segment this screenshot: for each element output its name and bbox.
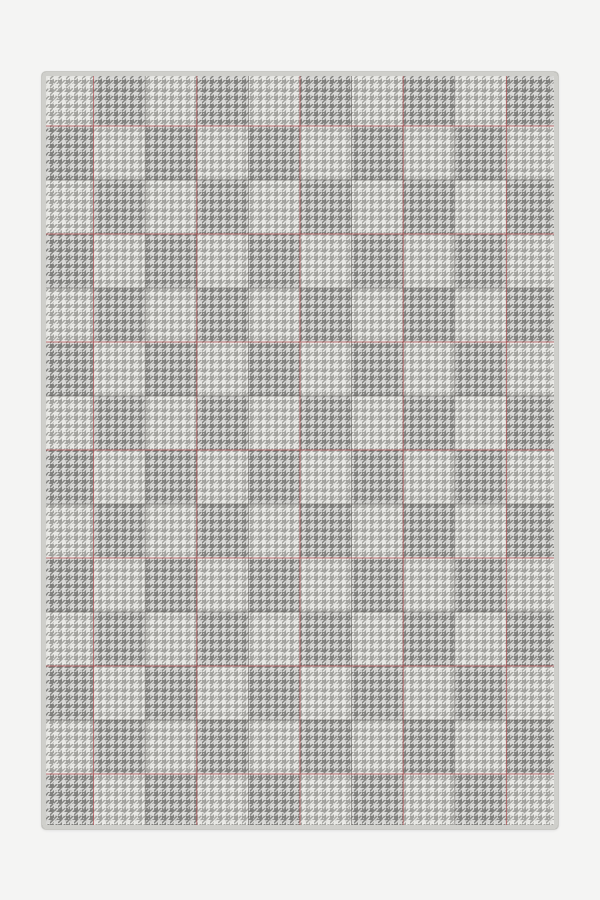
plaid-check-block [300,234,352,288]
plaid-check-block [506,666,558,720]
plaid-check-block [455,72,507,126]
plaid-check-block [145,774,197,828]
plaid-check-block [455,774,507,828]
plaid-check-block [403,504,455,558]
plaid-check-block [42,126,94,180]
plaid-check-block [506,558,558,612]
plaid-check-block [248,180,300,234]
plaid-check-block [352,666,404,720]
plaid-check-block [300,72,352,126]
plaid-check-block [94,234,146,288]
plaid-check-block [94,72,146,126]
plaid-check-block [145,666,197,720]
plaid-check-block [42,180,94,234]
plaid-check-block [42,774,94,828]
plaid-check-block [352,720,404,774]
plaid-check-block [506,126,558,180]
houndstooth-plaid-pattern [42,72,558,829]
plaid-check-block [145,450,197,504]
plaid-check-block [300,666,352,720]
plaid-check-block [455,612,507,666]
plaid-check-block [145,342,197,396]
plaid-check-block [403,234,455,288]
plaid-check-block [197,288,249,342]
plaid-check-block [403,612,455,666]
plaid-check-block [197,234,249,288]
plaid-check-block [42,666,94,720]
plaid-check-block [94,342,146,396]
plaid-check-block [352,558,404,612]
plaid-check-block [455,504,507,558]
plaid-check-block [300,180,352,234]
plaid-check-block [300,288,352,342]
plaid-check-block [145,126,197,180]
plaid-check-block [403,450,455,504]
plaid-check-block [94,666,146,720]
plaid-check-block [506,342,558,396]
plaid-check-block [248,234,300,288]
plaid-check-block [403,72,455,126]
plaid-check-block [197,72,249,126]
plaid-check-block [506,450,558,504]
plaid-check-block [197,342,249,396]
plaid-check-block [248,504,300,558]
plaid-check-block [94,450,146,504]
plaid-check-block [506,72,558,126]
plaid-check-block [94,288,146,342]
plaid-check-block [300,774,352,828]
plaid-check-block [403,666,455,720]
plaid-check-block [94,720,146,774]
plaid-check-block [455,720,507,774]
plaid-check-block [300,558,352,612]
plaid-check-block [94,180,146,234]
plaid-check-block [197,396,249,450]
plaid-check-block [42,558,94,612]
plaid-check-block [455,558,507,612]
plaid-check-block [300,612,352,666]
plaid-check-block [300,126,352,180]
plaid-check-block [197,504,249,558]
plaid-check-block [145,288,197,342]
plaid-check-block [455,396,507,450]
plaid-check-block [197,126,249,180]
plaid-check-block [352,288,404,342]
plaid-check-block [42,342,94,396]
plaid-check-block [248,666,300,720]
plaid-check-block [145,234,197,288]
plaid-check-block [42,288,94,342]
plaid-check-block [506,288,558,342]
plaid-check-block [94,612,146,666]
plaid-check-block [352,612,404,666]
plaid-check-block [145,612,197,666]
plaid-check-block [145,720,197,774]
plaid-check-block [248,342,300,396]
plaid-check-block [403,342,455,396]
plaid-check-block [506,396,558,450]
plaid-check-block [455,450,507,504]
plaid-check-block [42,720,94,774]
plaid-check-block [145,180,197,234]
plaid-check-block [42,234,94,288]
plaid-check-block [300,720,352,774]
plaid-check-block [94,774,146,828]
plaid-check-block [352,342,404,396]
plaid-check-block [455,342,507,396]
plaid-check-block [42,72,94,126]
plaid-rug-image [42,72,558,829]
plaid-check-block [455,126,507,180]
plaid-check-block [248,774,300,828]
plaid-check-block [94,504,146,558]
plaid-check-block [197,612,249,666]
plaid-check-block [145,558,197,612]
plaid-check-block [42,396,94,450]
plaid-check-block [197,666,249,720]
plaid-check-block [248,450,300,504]
plaid-check-block [248,288,300,342]
plaid-check-block [145,396,197,450]
plaid-check-block [145,72,197,126]
plaid-check-block [197,558,249,612]
plaid-check-block [352,72,404,126]
plaid-check-block [506,612,558,666]
plaid-check-block [455,666,507,720]
plaid-check-block [352,504,404,558]
plaid-check-block [455,234,507,288]
plaid-check-block [42,504,94,558]
plaid-check-block [94,126,146,180]
plaid-check-block [506,234,558,288]
plaid-check-block [352,126,404,180]
plaid-check-block [300,504,352,558]
plaid-check-block [248,396,300,450]
plaid-check-block [352,774,404,828]
plaid-check-block [197,450,249,504]
plaid-check-block [352,180,404,234]
plaid-check-block [197,180,249,234]
plaid-check-block [506,774,558,828]
plaid-check-block [42,612,94,666]
plaid-check-block [300,342,352,396]
plaid-check-block [248,558,300,612]
plaid-check-block [506,180,558,234]
plaid-check-block [248,126,300,180]
plaid-check-block [455,180,507,234]
plaid-check-block [248,612,300,666]
plaid-check-block [42,450,94,504]
plaid-check-block [455,288,507,342]
plaid-check-block [403,558,455,612]
plaid-check-block [506,504,558,558]
plaid-check-block [352,450,404,504]
plaid-check-block [352,234,404,288]
plaid-check-block [300,396,352,450]
plaid-check-block [352,396,404,450]
plaid-check-block [403,720,455,774]
plaid-check-block [197,720,249,774]
plaid-check-block [403,396,455,450]
plaid-check-block [403,774,455,828]
plaid-check-block [403,126,455,180]
plaid-check-block [403,288,455,342]
plaid-check-block [94,558,146,612]
plaid-check-block [248,720,300,774]
plaid-check-block [300,450,352,504]
plaid-check-block [197,774,249,828]
plaid-check-block [403,180,455,234]
plaid-check-block [506,720,558,774]
plaid-check-block [145,504,197,558]
plaid-check-block [248,72,300,126]
plaid-check-block [94,396,146,450]
